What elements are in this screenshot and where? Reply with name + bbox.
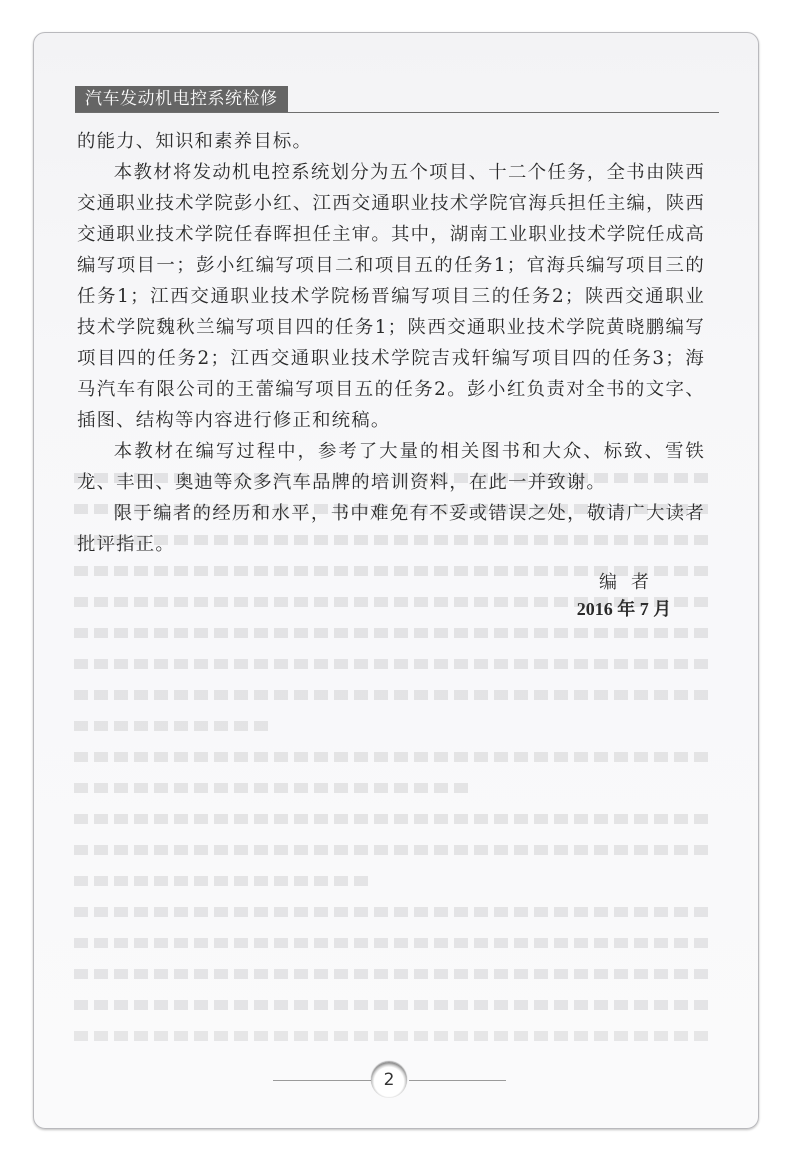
signature-date: 2016 年 7 月: [576, 599, 672, 619]
paragraph-disclaimer: 限于编者的经历和水平，书中难免有不妥或错误之处，敬请广大读者批评指正。: [77, 503, 705, 555]
signature-block: [554, 570, 694, 622]
running-head-title: 汽车发动机电控系统检修: [75, 86, 288, 113]
page-number: 2: [383, 1070, 395, 1090]
reverse-side-bleed-through: [74, 473, 714, 1053]
footer-rule-right: [409, 1080, 506, 1081]
header-rule-divider: [75, 112, 719, 113]
signature-role: 编者: [599, 572, 663, 593]
body-text: [77, 126, 705, 560]
book-page: [33, 32, 759, 1129]
page-number-badge: [371, 1062, 407, 1098]
paragraph-acknowledgement: 本教材在编写过程中，参考了大量的相关图书和大众、标致、雪铁龙、丰田、奥迪等众多汽车品牌的培训资料，在此一并致谢。: [77, 441, 705, 493]
paragraph-continuation: 的能力、知识和素养目标。: [77, 131, 313, 152]
footer-rule-left: [273, 1080, 371, 1081]
paragraph-authorship: 本教材将发动机电控系统划分为五个项目、十二个任务，全书由陕西交通职业技术学院彭小红、江西交通职业技术学院官海兵担任主编，陕西交通职业技术学院任春晖担任主审。其中，湖南工业职业技术学院任成高编写项目一；彭小红编写项目二和项目五的任务1；官海兵编写项目三的任务1；江西交通职业技术学院杨晋编写项目三的任务2；陕西交通职业技术学院魏秋兰编写项目四的任务1；陕西交通职业技术学院黄晓鹏编写项目四的任务2；江西交通职业技术学院吉戎轩编写项目四的任务3；海马汽车有限公司的王蕾编写项目五的任务2。彭小红负责对全书的文字、插图、结构等内容进行修正和统稿。: [77, 162, 705, 431]
